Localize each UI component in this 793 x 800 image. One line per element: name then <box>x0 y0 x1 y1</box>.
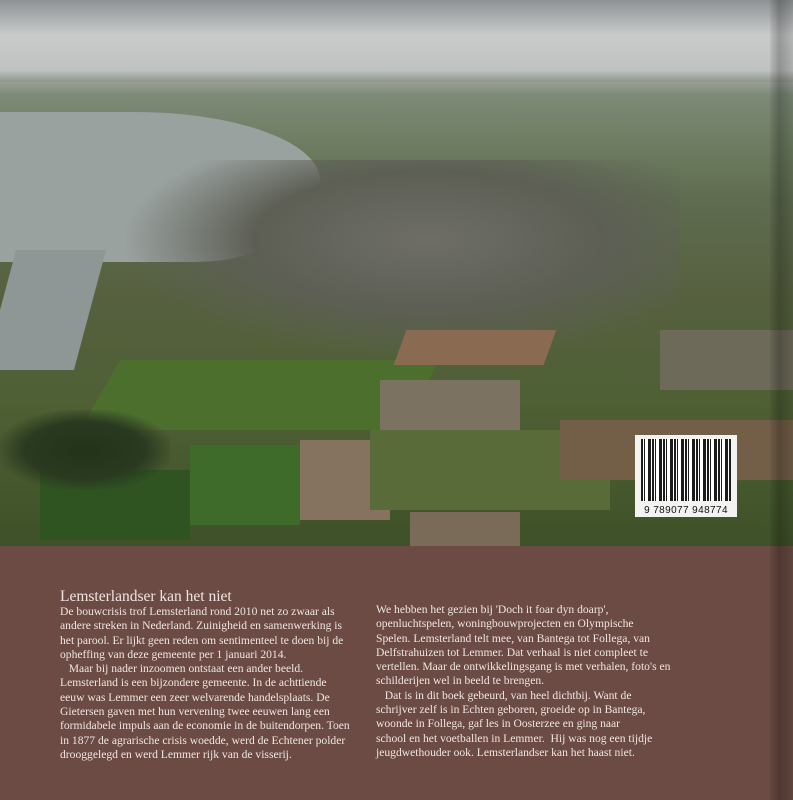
blurb-line: Lemsterland is een bijzondere gemeente. In de achttiende <box>60 676 327 690</box>
blurb-line: We hebben het gezien bij 'Doch it foar dyn doarp', <box>376 603 609 616</box>
blurb-line: Delfstrahuizen tot Lemmer. Dat verhaal is niet compleet te <box>376 645 649 659</box>
blurb-line: schrijver zelf is in Echten geboren, groeide op in Bantega, <box>376 703 646 717</box>
isbn-number: 9 789077 948774 <box>644 505 728 516</box>
blurb-line: opheffing van deze gemeente per 1 januari 2014. <box>60 647 287 661</box>
right-column <box>376 603 670 760</box>
field <box>190 445 300 525</box>
town-area <box>120 160 680 360</box>
left-column <box>60 588 350 762</box>
blurb-title: Lemsterlandser kan het niet <box>60 588 232 605</box>
blurb-line: in 1877 de agrarische crisis woedde, werd de Echtener polder <box>60 733 346 747</box>
field <box>394 330 557 365</box>
blurb-line: Maar bij nader inzoomen ontstaat een ander beeld. <box>60 662 304 676</box>
sky <box>0 0 793 82</box>
isbn-barcode <box>635 435 737 517</box>
field <box>410 512 520 546</box>
blurb-line: Dat is in dit boek gebeurd, van heel dichtbij. Want de <box>376 688 632 702</box>
blurb-line: jeugdwethouder ook. Lemsterlandser kan het haast niet. <box>376 745 635 759</box>
blurb-line: schilderijen wel in beeld te brengen. <box>376 674 545 688</box>
blurb-line: vertellen. Maar de ontwikkelingsgang is met verhalen, foto's en <box>376 660 671 674</box>
blurb-line: woonde in Follega, gaf les in Oosterzee en ging naar <box>376 717 621 731</box>
blurb-line: school en het voetballen in Lemmer. Hij was nog een tijdje <box>376 731 653 745</box>
blurb-line: formidabele impuls aan de economie in de buitendorpen. Toen <box>60 719 350 733</box>
blurb-line: openluchtspelen, woningbouwprojecten en Olympische <box>376 617 634 631</box>
barcode-bars <box>641 439 731 501</box>
harbor-water <box>0 250 106 370</box>
book-spine-edge <box>770 0 793 800</box>
blurb-line: De bouwcrisis trof Lemsterland rond 2010 net zo zwaar als <box>60 605 335 618</box>
blurb-line: het parool. Er lijkt geen reden om sentimenteel te doen bij de <box>60 633 344 647</box>
blurb-line: eeuw was Lemmer een zeer welvarende handelsplaats. De <box>60 690 330 704</box>
blurb-line: Spelen. Lemsterland telt mee, van Bantega tot Follega, van <box>376 631 650 645</box>
blurb-line: andere streken in Nederland. Zuinigheid en samenwerking is <box>60 619 343 633</box>
field <box>380 380 520 430</box>
tree-cluster <box>0 410 170 490</box>
blurb-line: Gietersen gaven met hun vervening twee eeuwen lang een <box>60 705 330 719</box>
blurb-line: drooggelegd en werd Lemmer rijk van de visserij. <box>60 747 292 761</box>
